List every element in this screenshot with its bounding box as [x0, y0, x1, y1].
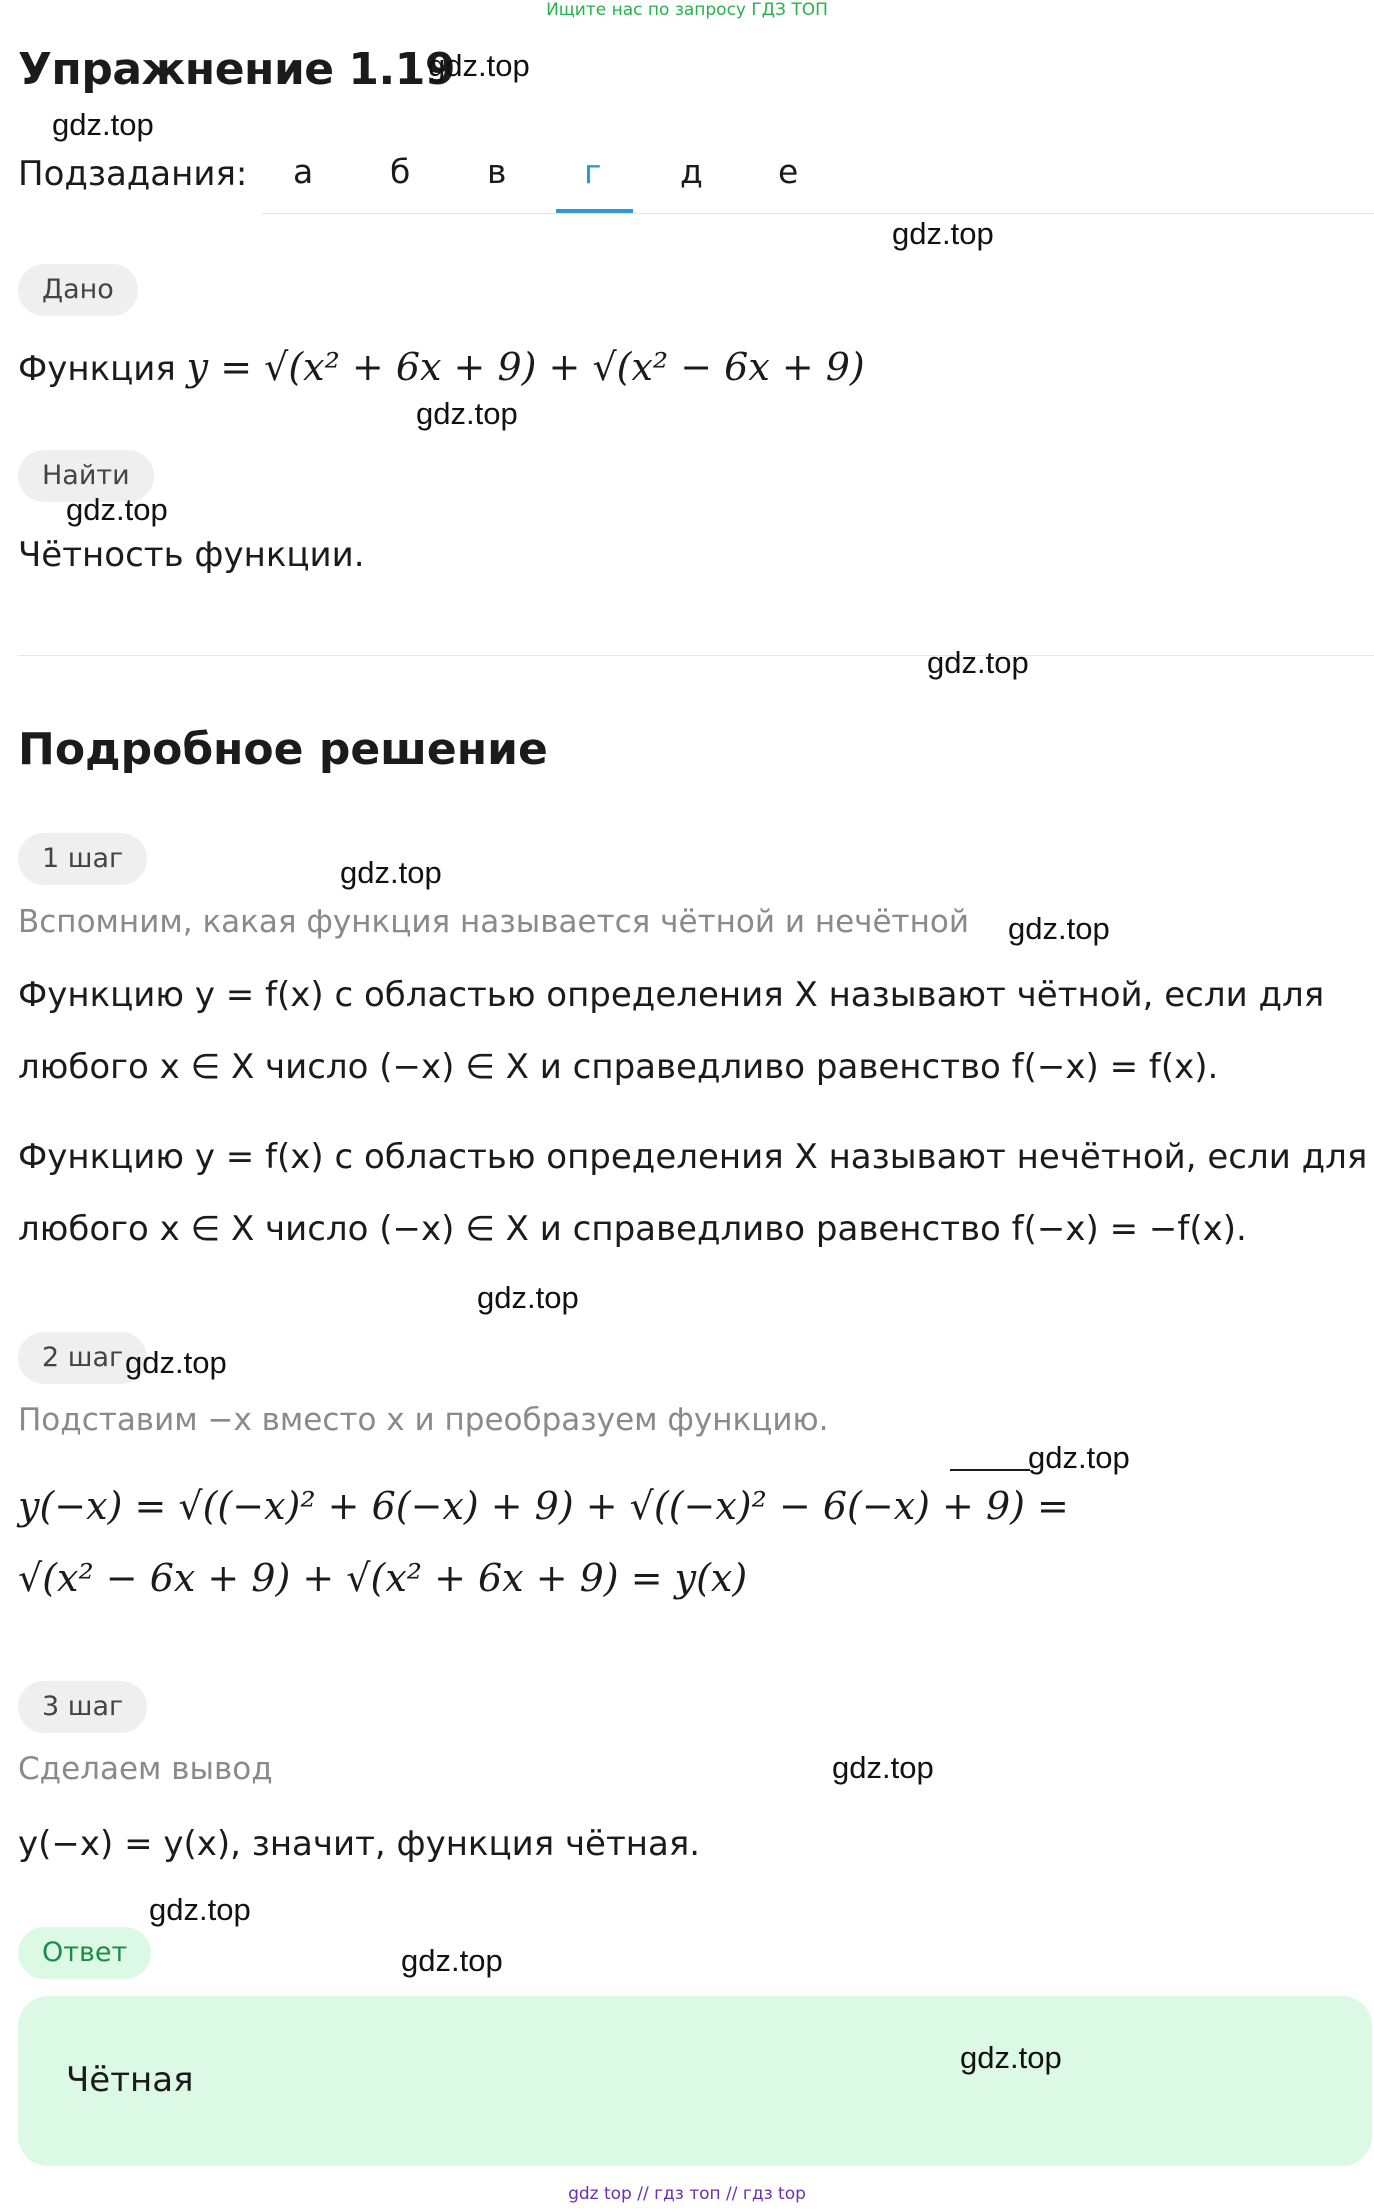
- watermark: gdz.top: [1008, 911, 1110, 946]
- even-definition-line1: Функцию y = f(x) с областью определения X называют чётной, если для: [18, 975, 1325, 1015]
- answer-pill: Ответ: [18, 1927, 151, 1979]
- step2-pill: 2 шаг: [18, 1332, 147, 1384]
- watermark: gdz.top: [340, 855, 442, 890]
- tab-v[interactable]: в: [487, 152, 507, 191]
- substitution-line1: y(−x) = √((−x)² + 6(−x) + 9) + √((−x)² − 6(−x) + 9) =: [18, 1484, 1069, 1528]
- top-banner[interactable]: Ищите нас по запросу ГДЗ ТОП: [546, 0, 828, 20]
- tab-b[interactable]: б: [390, 152, 411, 191]
- footer-links[interactable]: gdz top // гдз топ // гдз top: [568, 2184, 806, 2204]
- solution-heading: Подробное решение: [18, 724, 548, 775]
- watermark: gdz.top: [52, 107, 154, 142]
- conclusion-text: y(−x) = y(x), значит, функция чётная.: [18, 1824, 701, 1864]
- watermark: gdz.top: [477, 1280, 579, 1315]
- watermark: gdz.top: [428, 48, 530, 83]
- step1-pill: 1 шаг: [18, 833, 147, 885]
- subtasks-label: Подзадания:: [18, 154, 248, 194]
- tab-d[interactable]: д: [680, 152, 703, 191]
- watermark: gdz.top: [832, 1750, 934, 1785]
- tab-a[interactable]: а: [293, 152, 314, 191]
- given-pill: Дано: [18, 264, 138, 316]
- answer-box: [18, 1996, 1372, 2166]
- page-title: Упражнение 1.19: [18, 44, 455, 95]
- tab-g[interactable]: г: [584, 152, 602, 191]
- odd-definition-line1: Функцию y = f(x) с областью определения X называют нечётной, если для: [18, 1137, 1368, 1177]
- section-divider: [18, 655, 1374, 656]
- step3-pill: 3 шаг: [18, 1681, 147, 1733]
- tabs-divider: [262, 213, 1374, 214]
- tab-e[interactable]: е: [778, 152, 799, 191]
- step1-caption: Вспомним, какая функция называется чётной и нечётной: [18, 904, 969, 940]
- watermark: gdz.top: [125, 1345, 227, 1380]
- watermark: gdz.top: [927, 645, 1029, 680]
- given-label: Функция: [18, 349, 176, 389]
- find-pill: Найти: [18, 450, 154, 502]
- given-formula: y = √(x² + 6x + 9) + √(x² − 6x + 9): [186, 345, 865, 389]
- given-text: [18, 345, 865, 389]
- step3-caption: Сделаем вывод: [18, 1751, 273, 1787]
- answer-text: Чётная: [66, 2060, 194, 2100]
- active-tab-indicator: [556, 209, 633, 213]
- watermark: gdz.top: [416, 396, 518, 431]
- even-definition-line2: любого x ∈ X число (−x) ∈ X и справедливо равенство f(−x) = f(x).: [18, 1047, 1219, 1087]
- watermark: gdz.top: [960, 2040, 1062, 2075]
- step2-caption: Подставим −x вместо x и преобразуем функцию.: [18, 1402, 829, 1438]
- watermark: gdz.top: [892, 216, 994, 251]
- odd-definition-line2: любого x ∈ X число (−x) ∈ X и справедливо равенство f(−x) = −f(x).: [18, 1209, 1247, 1249]
- watermark: gdz.top: [149, 1892, 251, 1927]
- substitution-line2: √(x² − 6x + 9) + √(x² + 6x + 9) = y(x): [18, 1556, 748, 1600]
- watermark: gdz.top: [66, 492, 168, 527]
- watermark: gdz.top: [1028, 1440, 1130, 1475]
- radical-overline: [950, 1469, 1030, 1471]
- find-text: Чётность функции.: [18, 535, 365, 575]
- watermark: gdz.top: [401, 1943, 503, 1978]
